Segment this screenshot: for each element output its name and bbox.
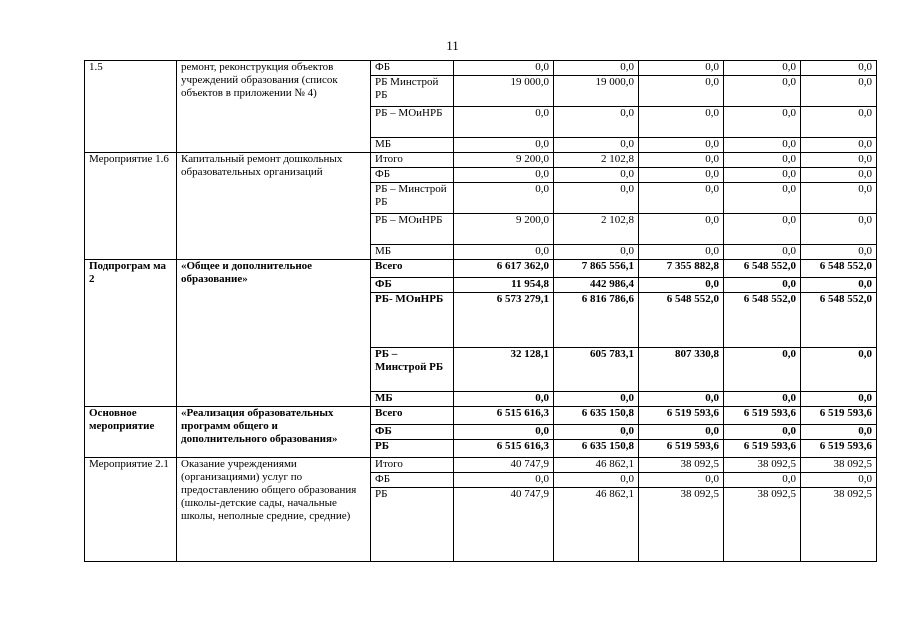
item-code-cell: Мероприятие 2.1: [85, 458, 177, 562]
amount-cell: 0,0: [639, 245, 724, 260]
table-row: [85, 153, 877, 168]
table-row: [85, 458, 877, 473]
amount-cell: 0,0: [801, 348, 877, 392]
amount-cell: 0,0: [554, 168, 639, 183]
amount-cell: 9 200,0: [454, 153, 554, 168]
funding-source-cell: МБ: [371, 138, 454, 153]
amount-cell: 0,0: [801, 61, 877, 76]
amount-cell: 38 092,5: [639, 458, 724, 473]
amount-cell: 0,0: [554, 425, 639, 440]
amount-cell: 6 635 150,8: [554, 407, 639, 425]
funding-source-cell: Итого: [371, 458, 454, 473]
amount-cell: 0,0: [801, 425, 877, 440]
amount-cell: 19 000,0: [454, 76, 554, 107]
funding-source-cell: ФБ: [371, 278, 454, 293]
amount-cell: 0,0: [639, 278, 724, 293]
funding-source-cell: РБ – МОиНРБ: [371, 107, 454, 138]
funding-source-cell: ФБ: [371, 473, 454, 488]
item-code-cell: 1.5: [85, 61, 177, 153]
amount-cell: 38 092,5: [639, 488, 724, 562]
amount-cell: 0,0: [724, 425, 801, 440]
page-number: 11: [446, 38, 459, 53]
amount-cell: 0,0: [454, 138, 554, 153]
amount-cell: 6 548 552,0: [801, 260, 877, 278]
amount-cell: 0,0: [554, 183, 639, 214]
amount-cell: 32 128,1: [454, 348, 554, 392]
table-row: [85, 260, 877, 278]
amount-cell: 0,0: [801, 138, 877, 153]
amount-cell: 0,0: [801, 76, 877, 107]
funding-source-cell: ФБ: [371, 168, 454, 183]
funding-source-cell: РБ- МОиНРБ: [371, 293, 454, 348]
funding-source-cell: Всего: [371, 260, 454, 278]
amount-cell: 0,0: [639, 425, 724, 440]
amount-cell: 6 816 786,6: [554, 293, 639, 348]
amount-cell: 0,0: [724, 61, 801, 76]
amount-cell: 0,0: [801, 183, 877, 214]
amount-cell: 0,0: [801, 153, 877, 168]
amount-cell: 11 954,8: [454, 278, 554, 293]
amount-cell: 6 519 593,6: [639, 407, 724, 425]
amount-cell: 7 865 556,1: [554, 260, 639, 278]
funding-source-cell: Итого: [371, 153, 454, 168]
amount-cell: 2 102,8: [554, 214, 639, 245]
amount-cell: 6 548 552,0: [639, 293, 724, 348]
amount-cell: 0,0: [801, 245, 877, 260]
amount-cell: 38 092,5: [724, 488, 801, 562]
amount-cell: 46 862,1: [554, 488, 639, 562]
amount-cell: 0,0: [724, 183, 801, 214]
amount-cell: 6 519 593,6: [639, 440, 724, 458]
item-name-cell: ремонт, реконструкция объектов учреждений образования (список объектов в приложении № 4): [177, 61, 371, 153]
amount-cell: 0,0: [454, 107, 554, 138]
amount-cell: 6 548 552,0: [724, 260, 801, 278]
funding-source-cell: МБ: [371, 392, 454, 407]
amount-cell: 0,0: [724, 348, 801, 392]
funding-source-cell: Всего: [371, 407, 454, 425]
funding-source-cell: РБ: [371, 440, 454, 458]
amount-cell: 0,0: [639, 392, 724, 407]
amount-cell: 0,0: [639, 153, 724, 168]
amount-cell: 0,0: [454, 473, 554, 488]
amount-cell: 6 548 552,0: [724, 293, 801, 348]
table-row: [85, 407, 877, 425]
amount-cell: 0,0: [554, 107, 639, 138]
amount-cell: 0,0: [639, 183, 724, 214]
amount-cell: 46 862,1: [554, 458, 639, 473]
amount-cell: 0,0: [724, 76, 801, 107]
table-row: [85, 61, 877, 76]
funding-source-cell: РБ – Минстрой РБ: [371, 183, 454, 214]
item-name-cell: «Реализация образовательных программ общего и дополнительного образования»: [177, 407, 371, 458]
amount-cell: 7 355 882,8: [639, 260, 724, 278]
funding-source-cell: РБ Минстрой РБ: [371, 76, 454, 107]
funding-source-cell: ФБ: [371, 61, 454, 76]
amount-cell: 0,0: [454, 61, 554, 76]
amount-cell: 0,0: [554, 138, 639, 153]
amount-cell: 0,0: [724, 107, 801, 138]
amount-cell: 0,0: [454, 168, 554, 183]
funding-source-cell: РБ: [371, 488, 454, 562]
amount-cell: 807 330,8: [639, 348, 724, 392]
amount-cell: 0,0: [639, 168, 724, 183]
amount-cell: 442 986,4: [554, 278, 639, 293]
amount-cell: 6 519 593,6: [724, 440, 801, 458]
item-name-cell: Капитальный ремонт дошкольных образовательных организаций: [177, 153, 371, 260]
amount-cell: 0,0: [454, 183, 554, 214]
amount-cell: 0,0: [801, 473, 877, 488]
amount-cell: 38 092,5: [801, 488, 877, 562]
funding-source-cell: РБ – Минстрой РБ: [371, 348, 454, 392]
amount-cell: 6 617 362,0: [454, 260, 554, 278]
amount-cell: 0,0: [801, 107, 877, 138]
amount-cell: 0,0: [724, 278, 801, 293]
amount-cell: 38 092,5: [724, 458, 801, 473]
amount-cell: 0,0: [639, 473, 724, 488]
amount-cell: 0,0: [724, 138, 801, 153]
item-name-cell: «Общее и дополнительное образование»: [177, 260, 371, 407]
amount-cell: 38 092,5: [801, 458, 877, 473]
amount-cell: 0,0: [724, 153, 801, 168]
amount-cell: 0,0: [454, 425, 554, 440]
funding-source-cell: МБ: [371, 245, 454, 260]
amount-cell: 0,0: [639, 76, 724, 107]
amount-cell: 9 200,0: [454, 214, 554, 245]
amount-cell: 6 519 593,6: [801, 440, 877, 458]
amount-cell: 0,0: [801, 168, 877, 183]
amount-cell: 0,0: [801, 392, 877, 407]
funding-source-cell: ФБ: [371, 425, 454, 440]
amount-cell: 0,0: [554, 392, 639, 407]
amount-cell: 6 515 616,3: [454, 407, 554, 425]
amount-cell: 0,0: [454, 392, 554, 407]
amount-cell: 0,0: [724, 245, 801, 260]
budget-table: [84, 60, 877, 562]
amount-cell: 6 519 593,6: [801, 407, 877, 425]
item-code-cell: Мероприятие 1.6: [85, 153, 177, 260]
funding-source-cell: РБ – МОиНРБ: [371, 214, 454, 245]
amount-cell: 0,0: [724, 473, 801, 488]
amount-cell: 6 573 279,1: [454, 293, 554, 348]
amount-cell: 0,0: [801, 214, 877, 245]
amount-cell: 0,0: [554, 245, 639, 260]
amount-cell: 6 548 552,0: [801, 293, 877, 348]
item-code-cell: Основное мероприятие: [85, 407, 177, 458]
amount-cell: 0,0: [724, 168, 801, 183]
amount-cell: 0,0: [639, 107, 724, 138]
amount-cell: 0,0: [801, 278, 877, 293]
amount-cell: 0,0: [554, 473, 639, 488]
amount-cell: 0,0: [639, 138, 724, 153]
amount-cell: 6 519 593,6: [724, 407, 801, 425]
amount-cell: 0,0: [454, 245, 554, 260]
amount-cell: 40 747,9: [454, 458, 554, 473]
amount-cell: 6 635 150,8: [554, 440, 639, 458]
amount-cell: 0,0: [639, 214, 724, 245]
item-code-cell: Подпрограм ма 2: [85, 260, 177, 407]
amount-cell: 6 515 616,3: [454, 440, 554, 458]
amount-cell: 40 747,9: [454, 488, 554, 562]
amount-cell: 0,0: [724, 214, 801, 245]
amount-cell: 2 102,8: [554, 153, 639, 168]
item-name-cell: Оказание учреждениями (организациями) услуг по предоставлению общего образования (школы-детские сады, начальные школы, неполные средние, средние): [177, 458, 371, 562]
amount-cell: 0,0: [724, 392, 801, 407]
amount-cell: 0,0: [554, 61, 639, 76]
amount-cell: 19 000,0: [554, 76, 639, 107]
amount-cell: 605 783,1: [554, 348, 639, 392]
amount-cell: 0,0: [639, 61, 724, 76]
